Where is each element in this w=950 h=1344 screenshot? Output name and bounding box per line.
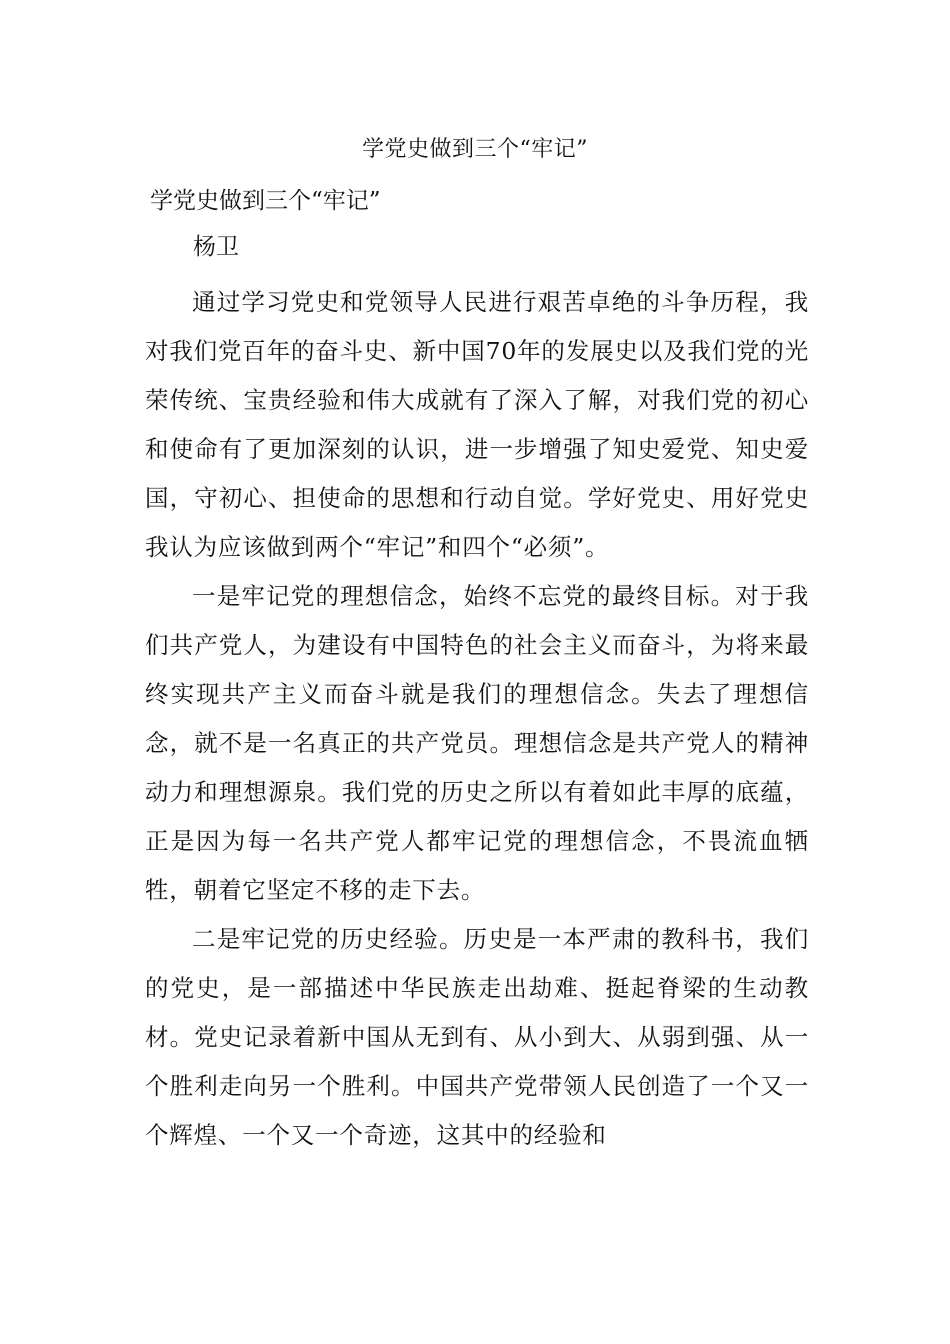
paragraph-ideals: 一是牢记党的理想信念，始终不忘党的最终目标。对于我们共产党人，为建设有中国特色的社会主义而奋斗，为将来最终实现共产主义而奋斗就是我们的理想信念。失去了理想信念，就不是一名真正的共产党员。理想信念是共产党人的精神动力和理想源泉。我们党的历史之所以有着如此丰厚的底蕴，正是因为每一名共产党人都牢记党的理想信念，不畏流血牺牲，朝着它坚定不移的走下去。 — [145, 582, 809, 904]
document-body — [145, 278, 809, 1160]
document-title: 学党史做到三个“牢记” — [150, 188, 381, 214]
paragraph-intro: 通过学习党史和党领导人民进行艰苦卓绝的斗争历程，我对我们党百年的奋斗史、新中国70年的发展史以及我们党的光荣传统、宝贵经验和伟大成就有了深入了解，对我们党的初心和使命有了更加深刻的认识，进一步增强了知史爱党、知史爱国，守初心、担使命的思想和行动自觉。学好党史、用好党史我认为应该做到两个“牢记”和四个“必须”。 — [145, 288, 809, 561]
header-title: 学党史做到三个“牢记” — [362, 137, 588, 162]
author-name: 杨卫 — [193, 234, 239, 260]
paragraph-history: 二是牢记党的历史经验。历史是一本严肃的教科书，我们的党史，是一部描述中华民族走出劫难、挺起脊梁的生动教材。党史记录着新中国从无到有、从小到大、从弱到强、从一个胜利走向另一个胜利。中国共产党带领人民创造了一个又一个辉煌、一个又一个奇迹，这其中的经验和 — [145, 925, 809, 1149]
